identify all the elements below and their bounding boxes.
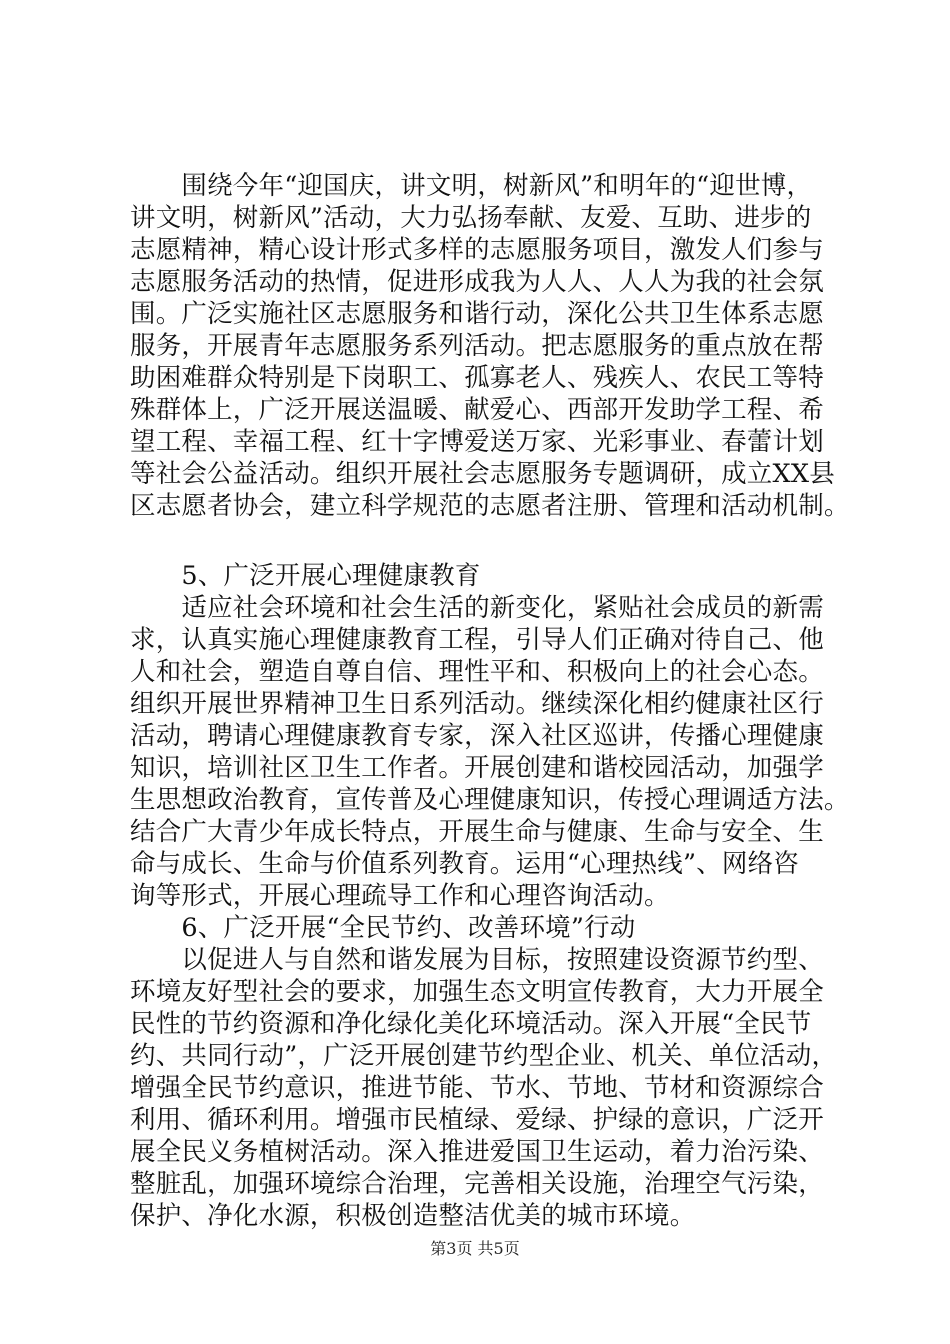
- text-line: 人和社会，塑造自尊自信、理性平和、积极向上的社会心态。: [130, 657, 824, 687]
- page-footer: 第3页 共5页: [430, 1239, 520, 1258]
- section-heading-6: 6、广泛开展“全民节约、改善环境”行动: [130, 913, 636, 943]
- text-line: 约、共同行动”，广泛开展创建节约型企业、机关、单位活动，: [130, 1041, 838, 1071]
- text-line: 增强全民节约意识，推进节能、节水、节地、节材和资源综合: [130, 1073, 824, 1103]
- text-line: 志愿精神，精心设计形式多样的志愿服务项目，激发人们参与: [130, 235, 824, 265]
- paragraph-gap: [130, 522, 830, 560]
- text-line: 询等形式，开展心理疏导工作和心理咨询活动。: [130, 881, 670, 911]
- text-line: 围。广泛实施社区志愿服务和谐行动，深化公共卫生体系志愿: [130, 299, 824, 329]
- text-line: 助困难群众特别是下岗职工、孤寡老人、残疾人、农民工等特: [130, 363, 824, 393]
- text-line: 围绕今年“迎国庆，讲文明，树新风”和明年的“迎世博，: [130, 171, 813, 201]
- text-line: 组织开展世界精神卫生日系列活动。继续深化相约健康社区行: [130, 689, 824, 719]
- text-line: 命与成长、生命与价值系列教育。运用“心理热线”、网络咨: [130, 849, 799, 879]
- text-line: 志愿服务活动的热情，促进形成我为人人、人人为我的社会氛: [130, 267, 824, 297]
- paragraph-mental-health: [130, 592, 850, 912]
- text-line: 生思想政治教育，宣传普及心理健康知识，传授心理调适方法。: [130, 785, 850, 815]
- text-line: 保护、净化水源，积极创造整洁优美的城市环境。: [130, 1201, 696, 1231]
- text-line: 等社会公益活动。组织开展社会志愿服务专题调研，成立XX县: [130, 459, 835, 489]
- paragraph-environment: [130, 944, 838, 1232]
- text-line: 适应社会环境和社会生活的新变化，紧贴社会成员的新需: [130, 593, 824, 623]
- text-line: 望工程、幸福工程、红十字博爱送万家、光彩事业、春蕾计划: [130, 427, 824, 457]
- text-line: 环境友好型社会的要求，加强生态文明宣传教育，大力开展全: [130, 977, 824, 1007]
- paragraph-volunteer: [130, 170, 850, 522]
- text-line: 服务，开展青年志愿服务系列活动。把志愿服务的重点放在帮: [130, 331, 824, 361]
- text-line: 以促进人与自然和谐发展为目标，按照建设资源节约型、: [130, 945, 824, 975]
- text-line: 利用、循环利用。增强市民植绿、爱绿、护绿的意识，广泛开: [130, 1105, 824, 1135]
- text-line: 讲文明，树新风”活动，大力弘扬奉献、友爱、互助、进步的: [130, 203, 812, 233]
- text-line: 活动，聘请心理健康教育专家，深入社区巡讲，传播心理健康: [130, 721, 824, 751]
- text-line: 展全民义务植树活动。深入推进爱国卫生运动，着力治污染、: [130, 1137, 824, 1167]
- text-line: 民性的节约资源和净化绿化美化环境活动。深入开展“全民节: [130, 1009, 812, 1039]
- text-line: 殊群体上，广泛开展送温暖、献爱心、西部开发助学工程、希: [130, 395, 824, 425]
- text-line: 求，认真实施心理健康教育工程，引导人们正确对待自己、他: [130, 625, 824, 655]
- text-line: 结合广大青少年成长特点，开展生命与健康、生命与安全、生: [130, 817, 824, 847]
- section-heading-5: 5、广泛开展心理健康教育: [130, 561, 481, 591]
- text-line: 知识，培训社区卫生工作者。开展创建和谐校园活动，加强学: [130, 753, 824, 783]
- document-body: [130, 170, 850, 1232]
- text-line: 区志愿者协会，建立科学规范的志愿者注册、管理和活动机制。: [130, 491, 850, 521]
- text-line: 整脏乱，加强环境综合治理，完善相关设施，治理空气污染，: [130, 1169, 824, 1199]
